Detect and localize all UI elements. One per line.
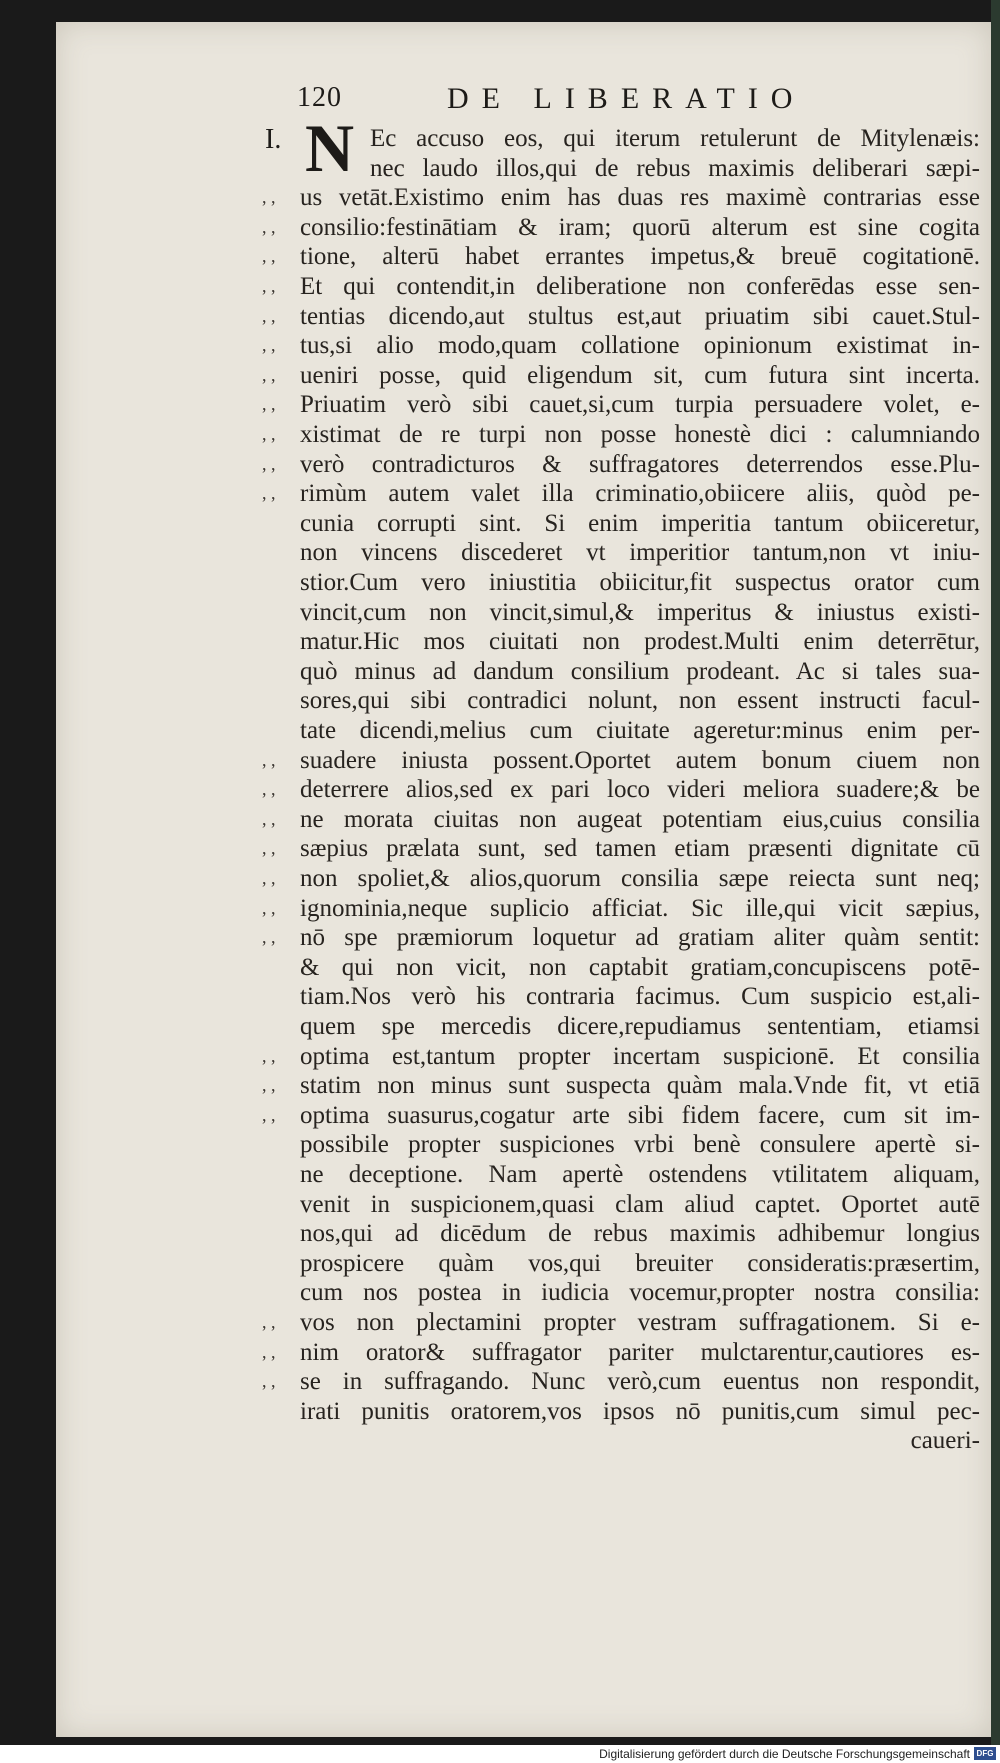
margin-mark: , , (262, 897, 276, 918)
text-line: nō spe præmiorum loquetur ad gratiam aliter quàm sentit: (300, 924, 980, 952)
margin-mark: , , (262, 276, 276, 296)
margin-mark: , , (262, 1312, 276, 1332)
digitization-footer (0, 1745, 1000, 1763)
running-title: DE LIBERATIO (447, 82, 806, 115)
text-line: sores,qui sibi contradici nolunt, non essent instructi facul- (300, 687, 980, 715)
text-line: optima est,tantum propter incertam suspicionē. Et consilia (300, 1042, 980, 1070)
margin-mark: , , (262, 749, 276, 770)
text-line: tus,si alio modo,quam collatione opinionum existimat in- (300, 332, 980, 360)
text-line: quò minus ad dandum consilium prodeant. Ac si tales sua- (300, 657, 980, 685)
book-edge (991, 0, 1000, 1745)
text-line: tentias dicendo,aut stultus est,aut priuatim sibi cauet.Stul- (300, 302, 980, 330)
text-line: prospicere quàm vos,qui breuiter consideratis:præsertim, (300, 1249, 980, 1277)
text-line: xistimat de re turpi non posse honestè dici : calumniando (300, 421, 980, 448)
text-line: ne deceptione. Nam apertè ostendens vtilitatem aliquam, (300, 1161, 980, 1188)
text-line: verò contradicturos & suffragatores deterrendos esse.Plu- (300, 450, 980, 478)
text-line: ne morata ciuitas non augeat potentiam eius,cuius consilia (300, 805, 980, 833)
text-line: irati punitis oratorem,vos ipsos nō punitis,cum simul pec- (300, 1397, 980, 1425)
text-line: Et qui contendit,in deliberatione non conferēdas esse sen- (300, 273, 980, 300)
drop-capital: N (305, 110, 355, 186)
text-line: Priuatim verò sibi cauet,si,cum turpia persuadere volet, e- (300, 391, 980, 419)
text-line: stior.Cum vero iniustitia obiicitur,fit suspectus orator cum (300, 569, 980, 596)
text-line: rimùm autem valet illa criminatio,obiicere aliis, quòd pe- (300, 480, 980, 508)
text-line: non spoliet,& alios,quorum consilia sæpe reiecta sunt neq; (300, 865, 980, 892)
margin-mark: , , (262, 394, 276, 415)
text-line: ueniri posse, quid eligendum sit, cum futura sint incerta. (300, 361, 980, 389)
text-line: optima suasurus,cogatur arte sibi fidem facere, cum sit im- (300, 1101, 980, 1129)
text-line: tione, alterū habet errantes impetus,& breuē cogitationē. (300, 243, 980, 271)
text-line: matur.Hic mos ciuitati non prodest.Multi enim deterrētur, (300, 628, 980, 656)
margin-mark: , , (262, 1075, 276, 1096)
margin-mark: , , (262, 868, 276, 888)
text-line: nim orator& suffragator pariter mulctarentur,cautiores es- (300, 1338, 980, 1366)
text-line: vos non plectamini propter vestram suffragationem. Si e- (300, 1309, 980, 1336)
text-line: deterrere alios,sed ex pari loco videri meliora suadere;& be (300, 776, 980, 804)
margin-mark: , , (262, 453, 276, 474)
margin-mark: , , (262, 305, 276, 326)
margin-mark: , , (262, 808, 276, 829)
text-line: & qui non vicit, non captabit gratiam,concupiscens potē- (300, 953, 980, 981)
margin-mark: , , (262, 1045, 276, 1066)
margin-mark: , , (262, 246, 276, 267)
text-line: se in suffragando. Nunc verò,cum euentus non respondit, (300, 1368, 980, 1396)
text-line: tate dicendi,melius cum ciuitate ageretur:minus enim per- (300, 717, 980, 744)
text-line: suadere iniusta possent.Oportet autem bonum ciuem non (300, 746, 980, 774)
margin-mark: , , (262, 424, 276, 444)
text-line: statim non minus sunt suspecta quàm mala.Vnde fit, vt etiā (300, 1072, 980, 1100)
text-line: possibile propter suspiciones vrbi benè consulere apertè si- (300, 1131, 980, 1159)
margin-mark: , , (262, 1341, 276, 1362)
text-line: nec laudo illos,qui de rebus maximis deliberari sæpi- (370, 154, 980, 182)
margin-mark: , , (262, 927, 276, 948)
text-line: non vincens discederet vt imperitior tantum,non vt iniu- (300, 539, 980, 567)
text-line: tiam.Nos verò his contraria facimus. Cum suspicio est,ali- (300, 983, 980, 1011)
text-line: cunia corrupti sint. Si enim imperitia tantum obiiceretur, (300, 509, 980, 537)
text-line: venit in suspicionem,quasi clam aliud captet. Oportet autē (300, 1190, 980, 1218)
section-number: I. (265, 124, 282, 155)
text-line: us vetāt.Existimo enim has duas res maximè contrarias esse (300, 184, 980, 212)
text-line: sæpius prælata sunt, sed tamen etiam præsenti dignitate cū (300, 835, 980, 863)
text-line: quem spe mercedis dicere,repudiamus sententiam, etiamsi (300, 1013, 980, 1040)
margin-mark: , , (262, 364, 276, 385)
text-line: consilio:festinātiam & iram; quorū alterum est sine cogita (300, 213, 980, 241)
text-line: vincit,cum non vincit,simul,& imperitus & iniustus existi- (300, 598, 980, 626)
text-line: cum nos postea in iudicia vocemur,propter nostra consilia: (300, 1279, 980, 1307)
margin-mark: , , (262, 187, 276, 208)
margin-mark: , , (262, 1371, 276, 1392)
text-line: Ec accuso eos, qui iterum retulerunt de Mitylenæis: (370, 125, 980, 152)
text-line: nos,qui ad dicēdum de rebus maximis adhibemur longius (300, 1220, 980, 1248)
text-line: ignominia,neque suplicio afficiat. Sic ille,qui vicit sæpius, (300, 894, 980, 922)
margin-mark: , , (262, 483, 276, 504)
text-line: caueri- (910, 1427, 980, 1455)
margin-mark: , , (262, 779, 276, 800)
margin-mark: , , (262, 838, 276, 859)
page-number: 120 (297, 82, 342, 113)
margin-mark: , , (262, 1104, 276, 1125)
dfg-logo: DFG (974, 1747, 996, 1760)
margin-mark: , , (262, 335, 276, 356)
funding-credit: Digitalisierung gefördert durch die Deutsche Forschungsgemeinschaft (599, 1747, 970, 1761)
margin-mark: , , (262, 216, 276, 237)
